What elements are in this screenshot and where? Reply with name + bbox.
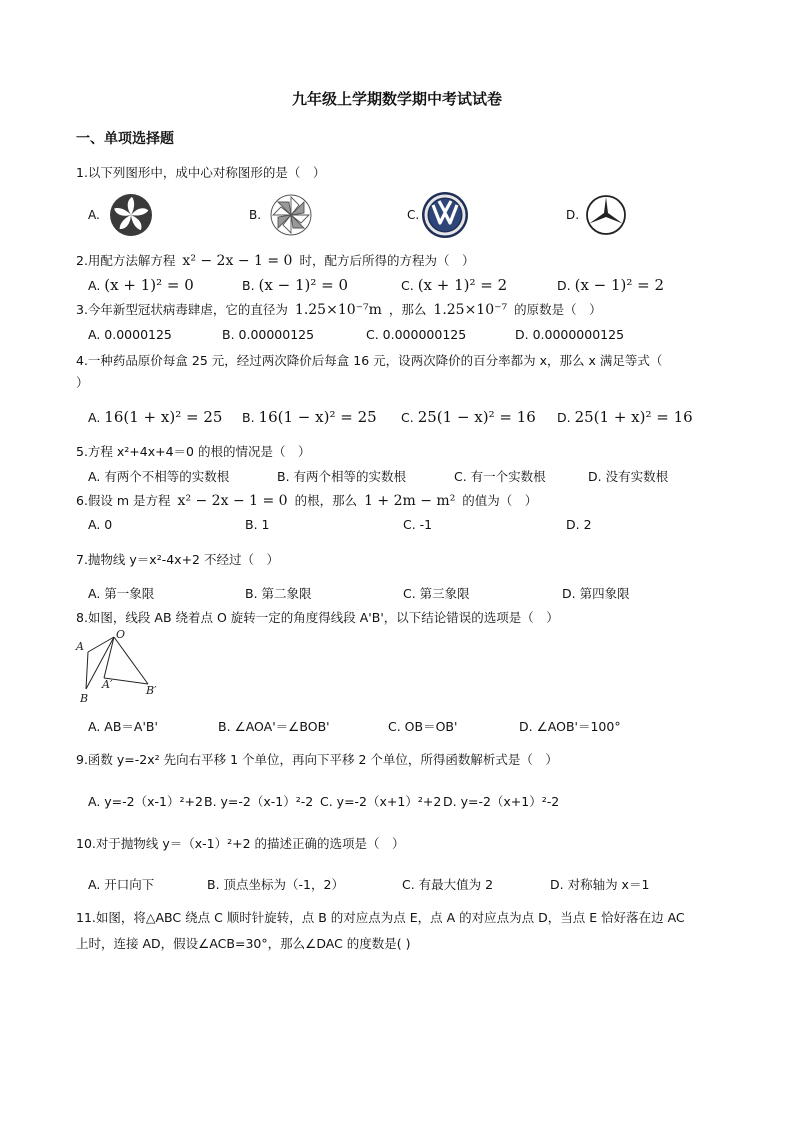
q8-option-d: D. ∠AOB'＝100° bbox=[519, 719, 621, 734]
q2-stem-text-a: 2.用配方法解方程 bbox=[76, 253, 176, 268]
question-1-stem: 1.以下列图形中，成中心对称图形的是（ ） bbox=[76, 165, 326, 180]
question-6-stem bbox=[76, 491, 537, 509]
question-5-stem: 5.方程 x²+4x+4＝0 的根的情况是（ ） bbox=[76, 444, 311, 459]
q6-stem-text-c: 的值为（ ） bbox=[462, 493, 538, 508]
q7-option-c: C. 第三象限 bbox=[403, 586, 470, 601]
q3-stem-text-b: ，那么 bbox=[388, 302, 427, 317]
q3-option-b: B. 0.00000125 bbox=[222, 327, 315, 342]
pinwheel-figure-icon bbox=[268, 193, 314, 240]
point-a-label: A bbox=[76, 640, 84, 653]
point-b-label: B bbox=[80, 692, 89, 705]
question-9-stem: 9.函数 y=-2x² 先向右平移 1 个单位，再向下平移 2 个单位，所得函数解析式是（ ） bbox=[76, 752, 558, 767]
q2-stem-text-b: 时，配方后所得的方程为（ ） bbox=[299, 253, 475, 268]
q8-option-b: B. ∠AOA'＝∠BOB' bbox=[218, 719, 330, 734]
q5-option-b: B. 有两个相等的实数根 bbox=[277, 469, 407, 484]
q2-option-b: B. (x − 1)² = 0 bbox=[242, 276, 349, 294]
question-11-stem-line2: 上时，连接 AD，假设∠ACB=30°，那么∠DAC 的度数是( ) bbox=[76, 936, 411, 951]
question-3-stem bbox=[76, 300, 602, 318]
question-4-stem-line1: 4.一种药品原价每盒 25 元，经过两次降价后每盒 16 元，设两次降价的百分率都为 x，那么 x 满足等式（ bbox=[76, 353, 663, 368]
rotation-figure bbox=[74, 628, 170, 709]
q3-value-2: 1.25×10⁻⁷ bbox=[433, 302, 508, 318]
q3-option-a: A. 0.0000125 bbox=[88, 327, 172, 342]
q6-stem-text-b: 的根，那么 bbox=[294, 493, 358, 508]
question-7-stem: 7.抛物线 y＝x²-4x+2 不经过（ ） bbox=[76, 552, 279, 567]
q4-option-b: B. 16(1 − x)² = 25 bbox=[242, 408, 377, 426]
point-b-prime-label: B′ bbox=[146, 684, 157, 697]
option-c-label: C. bbox=[407, 208, 420, 222]
q2-option-a: A. (x + 1)² = 0 bbox=[88, 276, 194, 294]
volkswagen-logo-icon bbox=[421, 191, 469, 242]
q9-option-c: C. y=-2（x+1）²+2 bbox=[320, 794, 442, 809]
q6-expression: 1 + 2m − m² bbox=[364, 493, 456, 509]
q5-option-d: D. 没有实数根 bbox=[588, 469, 669, 484]
q6-option-b: B. 1 bbox=[245, 517, 270, 532]
q10-option-b: B. 顶点坐标为（-1，2） bbox=[207, 877, 344, 892]
question-11-stem-line1: 11.如图，将△ABC 绕点 C 顺时针旋转，点 B 的对应点为点 E，点 A 的对应点为点 D，当点 E 恰好落在边 AC bbox=[76, 910, 685, 925]
hong-kong-bauhinia-logo-icon bbox=[108, 193, 154, 240]
q6-option-a: A. 0 bbox=[88, 517, 113, 532]
q7-option-a: A. 第一象限 bbox=[88, 586, 155, 601]
q7-option-b: B. 第二象限 bbox=[245, 586, 312, 601]
q9-option-a: A. y=-2（x-1）²+2 bbox=[88, 794, 203, 809]
q3-value-1: 1.25×10⁻⁷m bbox=[294, 302, 382, 318]
q2-option-d: D. (x − 1)² = 2 bbox=[557, 276, 665, 294]
question-4-stem-line2: ） bbox=[76, 375, 89, 390]
q4-option-a: A. 16(1 + x)² = 25 bbox=[88, 408, 223, 426]
q10-option-a: A. 开口向下 bbox=[88, 877, 155, 892]
section-heading: 一、单项选择题 bbox=[76, 131, 174, 147]
q8-option-c: C. OB＝OB' bbox=[388, 719, 458, 734]
q10-option-d: D. 对称轴为 x＝1 bbox=[550, 877, 650, 892]
mercedes-benz-logo-icon bbox=[584, 194, 628, 239]
q4-option-c: C. 25(1 − x)² = 16 bbox=[401, 408, 536, 426]
question-2-stem bbox=[76, 251, 474, 269]
q6-stem-text-a: 6.假设 m 是方程 bbox=[76, 493, 171, 508]
q3-stem-text-a: 3.今年新型冠状病毒肆虐，它的直径为 bbox=[76, 302, 288, 317]
q2-equation: x² − 2x − 1 = 0 bbox=[182, 253, 293, 269]
option-d-label: D. bbox=[566, 208, 580, 222]
q5-option-a: A. 有两个不相等的实数根 bbox=[88, 469, 230, 484]
q6-option-c: C. -1 bbox=[403, 517, 433, 532]
q9-option-b: B. y=-2（x-1）²-2 bbox=[204, 794, 314, 809]
q8-option-a: A. AB＝A'B' bbox=[88, 719, 158, 734]
question-8-stem: 8.如图，线段 AB 绕着点 O 旋转一定的角度得线段 A'B'，以下结论错误的选项是（ ） bbox=[76, 610, 559, 625]
q6-equation: x² − 2x − 1 = 0 bbox=[177, 493, 288, 509]
q5-option-c: C. 有一个实数根 bbox=[454, 469, 546, 484]
q2-option-c: C. (x + 1)² = 2 bbox=[401, 276, 508, 294]
point-a-prime-label: A′ bbox=[102, 678, 113, 691]
q6-option-d: D. 2 bbox=[566, 517, 592, 532]
q9-option-d: D. y=-2（x+1）²-2 bbox=[443, 794, 560, 809]
option-b-label: B. bbox=[249, 208, 262, 222]
q3-stem-text-c: 的原数是（ ） bbox=[514, 302, 602, 317]
page-title: 九年级上学期数学期中考试试卷 bbox=[291, 90, 502, 108]
q4-option-d: D. 25(1 + x)² = 16 bbox=[557, 408, 693, 426]
q7-option-d: D. 第四象限 bbox=[562, 586, 630, 601]
question-10-stem: 10.对于抛物线 y＝（x-1）²+2 的描述正确的选项是（ ） bbox=[76, 836, 405, 851]
q10-option-c: C. 有最大值为 2 bbox=[402, 877, 494, 892]
q3-option-c: C. 0.000000125 bbox=[366, 327, 467, 342]
option-a-label: A. bbox=[88, 208, 100, 222]
point-o-label: O bbox=[116, 628, 126, 641]
q3-option-d: D. 0.0000000125 bbox=[515, 327, 625, 342]
